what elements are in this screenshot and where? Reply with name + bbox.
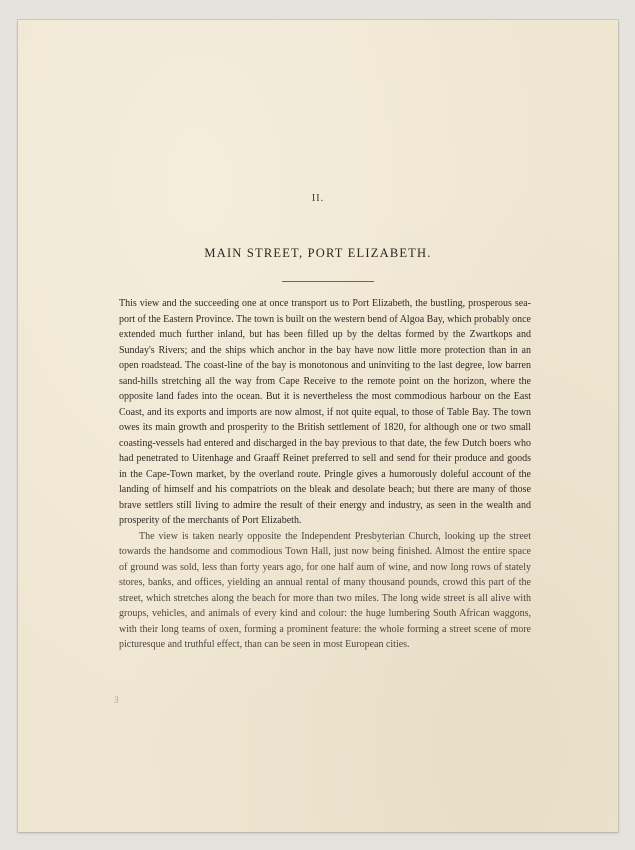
body-text — [119, 296, 531, 653]
chapter-numeral: II. — [311, 193, 325, 204]
page-title: MAIN STREET, PORT ELIZABETH. — [204, 246, 432, 260]
margin-mark: 3 — [114, 695, 119, 705]
book-page — [18, 20, 618, 832]
paragraph-1: This view and the succeeding one at once transport us to Port Elizabeth, the bustling, prosperous sea-port of the Eastern Province. The town is built on the western bend of Algoa Bay, which probably once extended much further inland, but has been filled up by the deltas formed by the Zwartkops and Sunday's Rivers; and the ships which anchor in the bay have now little more protection than in an open roadstead. The coast-line of the bay is monotonous and uninviting to the last degree, low barren sand-hills stretching all the way from Cape Receive to the remote point on the horizon, where the opposite land fades into the ocean. But it is nevertheless the most commodious harbour on the East Coast, and its exports and imports are now almost, if not quite equal, to those of Table Bay. The town owes its main growth and prosperity to the British settlement of 1820, for although one or two small coasting-vessels had entered and discharged in the bay previous to that date, the few Dutch boers who had penetrated to Uitenhage and Graaff Reinet preferred to sell and send for their produce and goods in the Cape-Town market, by the overland route. Pringle gives a humorously doleful account of the landing of himself and his compatriots on the bleak and desolate beach; but there are many of those brave settlers still living to admire the result of their energy and industry, as seen in the wealth and prosperity of the merchants of Port Elizabeth. — [119, 298, 531, 526]
paragraph-2: The view is taken nearly opposite the Independent Presbyterian Church, looking up the street towards the handsome and commodious Town Hall, just now being finished. Almost the entire space of ground was sold, less than forty years ago, for one half aum of wine, and now long rows of stately stores, banks, and offices, yielding an annual rental of many thousand pounds, crowd this part of the street, which stretches along the beach for more than two miles. The long wide street is all alive with groups, vehicles, and animals of every kind and colour: the huge lumbering South African waggons, with their long teams of oxen, forming a prominent feature: the whole forming a street scene of more picturesque and truthful effect, than can be seen in most European cities. — [119, 530, 531, 650]
title-rule — [282, 281, 374, 282]
